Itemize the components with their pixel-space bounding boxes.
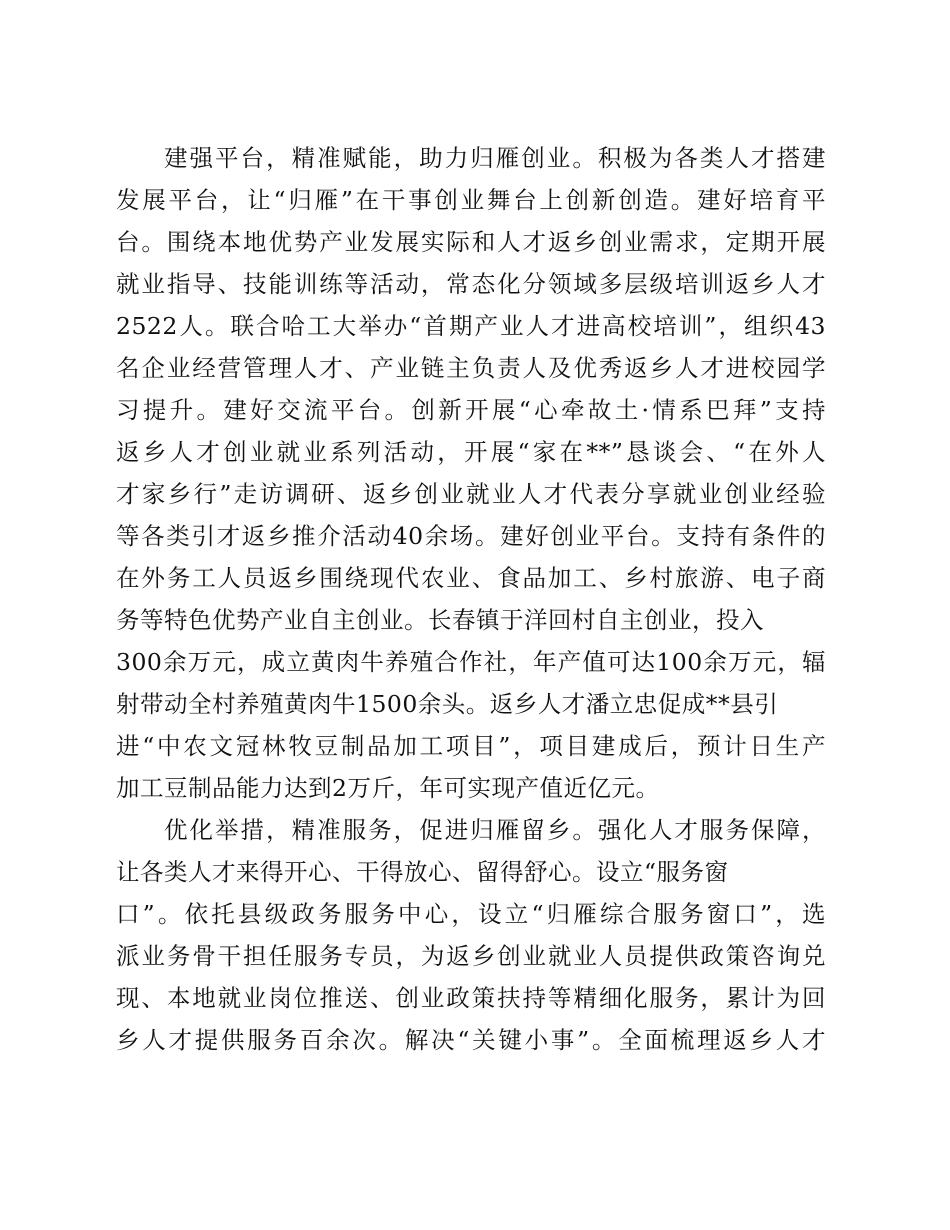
- paragraph-1-line-4: 就业指导、技能训练等活动，常态化分领域多层级培训返乡人才: [116, 270, 826, 298]
- paragraph-1-line-3: 台。围绕本地优势产业发展实际和人才返乡创业需求，定期开展: [116, 228, 826, 256]
- paragraph-2-line-1: 优化举措，精准服务，促进归雁留乡。强化人才服务保障，: [164, 816, 826, 844]
- paragraph-2-line-5: 现、本地就业岗位推送、创业政策扶持等精细化服务，累计为回: [116, 984, 826, 1012]
- paragraph-1-line-9: 才家乡行”走访调研、返乡创业就业人才代表分享就业创业经验: [116, 480, 826, 508]
- paragraph-1-line-10: 等各类引才返乡推介活动40余场。建好创业平台。支持有条件的: [116, 522, 826, 550]
- paragraph-2-line-6: 乡人才提供服务百余次。解决“关键小事”。全面梳理返乡人才: [116, 1026, 826, 1054]
- paragraph-2-line-2: 让各类人才来得开心、干得放心、留得舒心。设立“服务窗: [116, 858, 729, 886]
- paragraph-1-line-12: 务等特色优势产业自主创业。长春镇于洋回村自主创业，投入: [116, 606, 764, 634]
- paragraph-1-line-5: 2522人。联合哈工大举办“首期产业人才进高校培训”，组织43: [116, 312, 826, 340]
- paragraph-1-line-6: 名企业经营管理人才、产业链主负责人及优秀返乡人才进校园学: [116, 354, 826, 382]
- paragraph-1-line-7: 习提升。建好交流平台。创新开展“心牵故土·情系巴拜”支持: [116, 396, 826, 424]
- paragraph-2-line-4: 派业务骨干担任服务专员，为返乡创业就业人员提供政策咨询兑: [116, 942, 826, 970]
- paragraph-1-line-2: 发展平台，让“归雁”在干事创业舞台上创新创造。建好培育平: [116, 186, 826, 214]
- paragraph-1-line-15: 进“中农文冠林牧豆制品加工项目”，项目建成后，预计日生产: [116, 732, 826, 760]
- paragraph-1-line-8: 返乡人才创业就业系列活动，开展“家在**”恳谈会、“在外人: [116, 438, 826, 466]
- paragraph-1-line-16: 加工豆制品能力达到2万斤，年可实现产值近亿元。: [116, 774, 660, 802]
- paragraph-1-line-14: 射带动全村养殖黄肉牛1500余头。返乡人才潘立忠促成**县引: [116, 690, 779, 718]
- paragraph-1-line-13: 300余万元，成立黄肉牛养殖合作社，年产值可达100余万元，辐: [116, 648, 826, 676]
- paragraph-1-line-11: 在外务工人员返乡围绕现代农业、食品加工、乡村旅游、电子商: [116, 564, 826, 592]
- paragraph-2-line-3: 口”。依托县级政务服务中心，设立“归雁综合服务窗口”，选: [116, 900, 826, 928]
- paragraph-1-line-1: 建强平台，精准赋能，助力归雁创业。积极为各类人才搭建: [164, 144, 826, 172]
